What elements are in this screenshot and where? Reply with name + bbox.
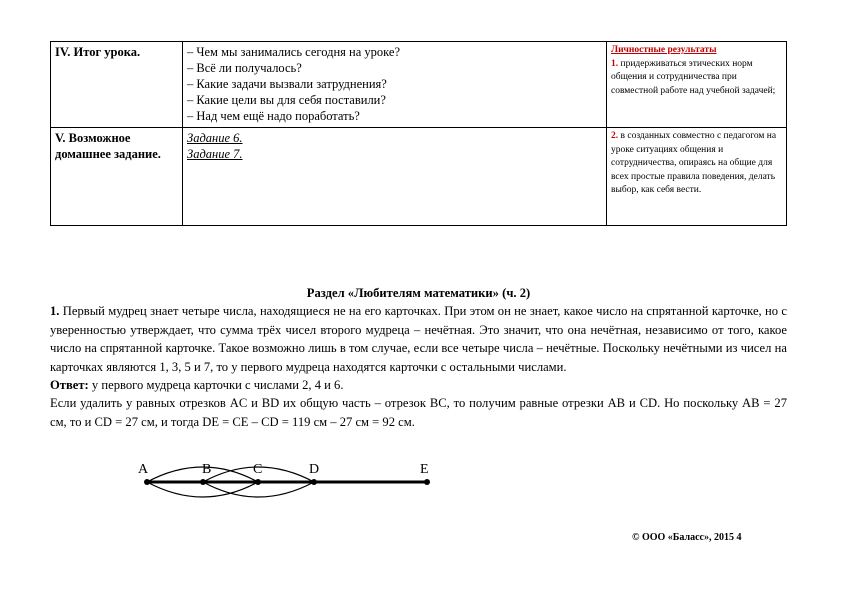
task-link: Задание 6. [187,131,243,145]
point-e [424,479,430,485]
point-a [144,479,150,485]
segment-diagram [128,458,438,530]
results-cell [607,128,787,226]
answer-label: Ответ: [50,378,89,393]
point-c [255,479,261,485]
results-number: 2. [611,131,619,141]
paragraph-text: Первый мудрец знает четыре числа, находящиеся не на его карточках. При этом он не знает, какое число на спрятанной карточке, но с уверенностью утверждает, что сумма трёх чисел второго мудреца – нечётная. Это значит, что она нечётная, независимо от того, какое число на спрятанной карточке. Такое возможно лишь в том случае, если все четыре числа – нечётные. Поскольку нечётными из чисел на карточках являются 1, 3, 5 и 7, то у первого мудреца находятся карточки с остальными числами. [50,304,787,374]
point-b [200,479,206,485]
copyright-footer: © ООО «Баласс», 2015 4 [632,532,742,543]
stage-cell: V. Возможное домашнее задание. [51,128,183,226]
questions-cell [183,42,607,128]
answer-text: у первого мудреца карточки с числами 2, 4 и 6. [91,378,344,393]
label-a: A [138,462,149,477]
results-title: Личностные результаты [611,45,717,55]
answer [50,376,787,394]
tasks-cell [183,128,607,226]
question-line: – Всё ли получалось? [187,61,302,75]
question-line: – Над чем ещё надо поработать? [187,109,360,123]
question-line: – Какие задачи вызвали затруднения? [187,77,387,91]
label-d: D [309,462,320,477]
stage-cell: IV. Итог урока. [51,42,183,128]
question-line: – Какие цели вы для себя поставили? [187,93,386,107]
label-b: B [202,462,212,477]
question-line: – Чем мы занимались сегодня на уроке? [187,45,401,59]
label-e: E [420,462,429,477]
paragraph-1 [50,302,787,376]
paragraph-2: Если удалить у равных отрезков AC и BD их общую часть – отрезок BC, то получим равные отрезки AB и CD. Но поскольку AB = 27 см, то и CD = 27 см, и тогда DE = CE – CD = 119 см – 27 см = 92 см. [50,396,787,429]
table-row-summary [51,42,787,128]
table-row-homework [51,128,787,226]
section-title: Раздел «Любителям математики» (ч. 2) [306,286,531,300]
task-link: Задание 7. [187,147,243,161]
label-c: C [253,462,263,477]
results-text: придерживаться этических норм общения и сотрудничества при совместной работе над учебной задачей; [611,58,776,96]
paragraph-number: 1. [50,304,60,319]
results-text: в созданных совместно с педагогом на уроке ситуациях общения и сотрудничества, опираясь на общие для всех простые правила поведения, делать выбор, как себя вести. [611,131,777,195]
point-d [311,479,317,485]
results-cell [607,42,787,128]
results-number: 1. [611,58,619,69]
lesson-plan-table [50,41,787,226]
math-section [50,284,787,431]
